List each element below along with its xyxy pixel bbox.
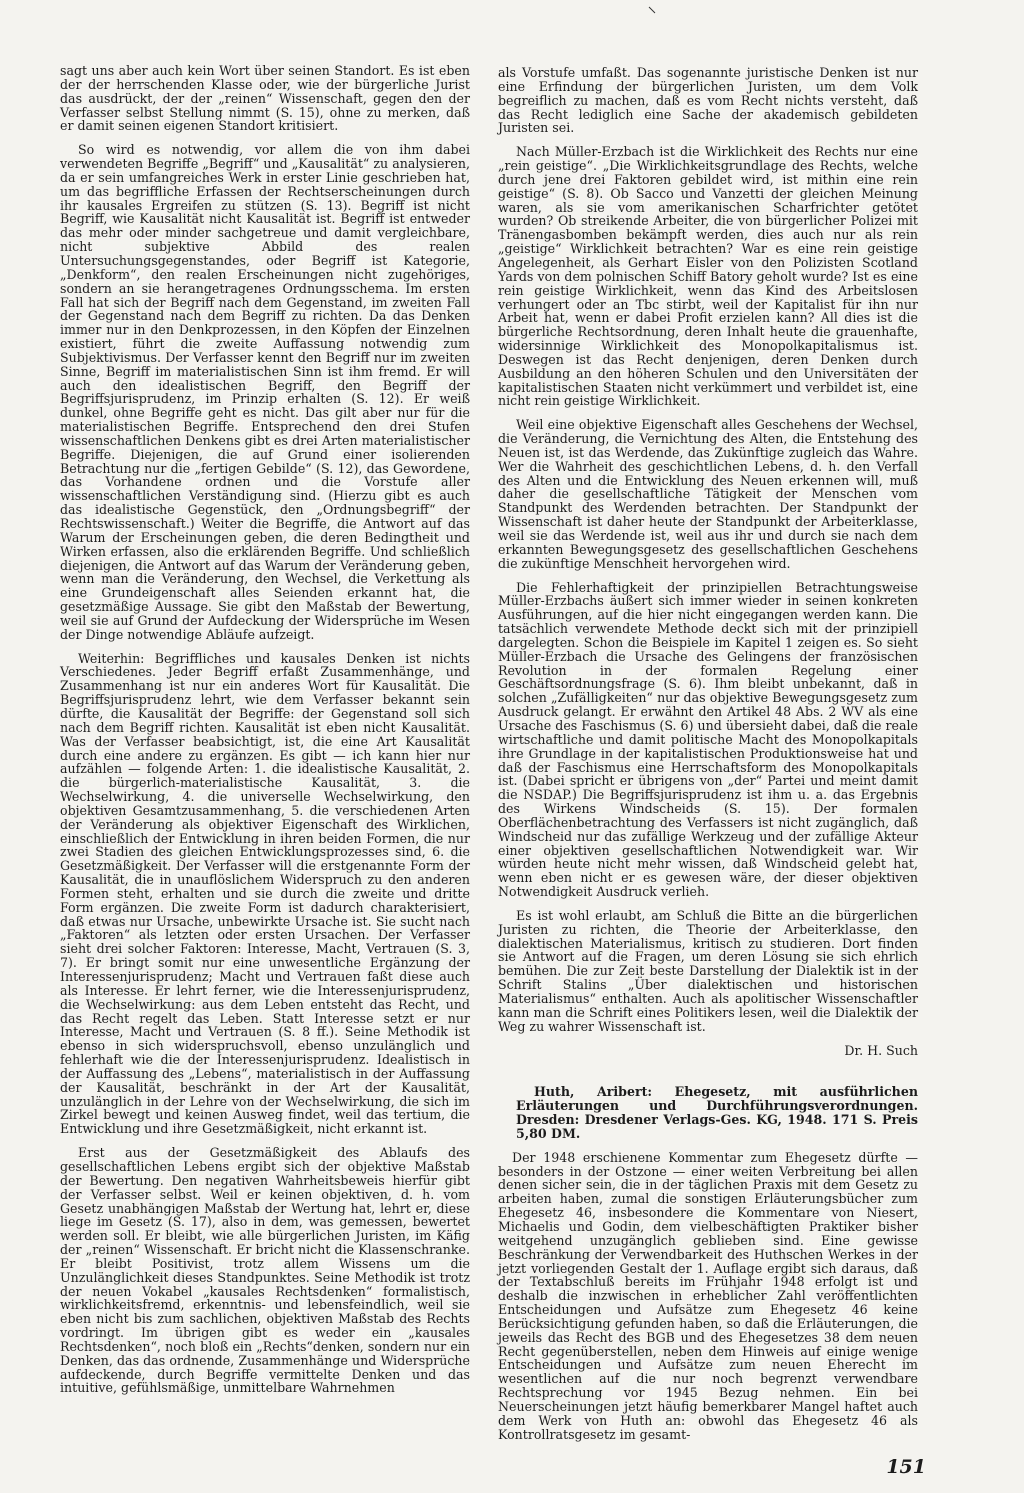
review-citation: Ehegesetz, mit ausführlichen Erläuterungen und Durchführungsverordnungen. Dresden: Dresdener Verlags-Ges. KG, 1948. 171 S. Preis 5,80 DM. xyxy=(516,1084,918,1141)
page-number: 151 xyxy=(886,1456,926,1478)
right-column xyxy=(498,66,918,1441)
review-author: Huth, Aribert: xyxy=(534,1084,653,1100)
left-column xyxy=(60,64,470,1405)
signature: Dr. H. Such xyxy=(844,1042,918,1058)
review-heading xyxy=(498,1085,918,1140)
paragraph: Es ist wohl erlaubt, am Schluß die Bitte an die bürgerlichen Juristen zu richten, die Theorie der Arbeiterklasse, den dialektischen Materialismus, kritisch zu studieren. Dort finden sie Antwort auf die Fragen, um deren Lösung sie sich ehrlich bemühen. Die zur Zeit beste Darstellung der Dialektik ist in der Schrift Stalins „Über dialektischen und historischen Materialismus“ enthalten. Auch als apolitischer Wissenschaftler kann man die Schrift eines Politikers lesen, weil die Dialektik der Weg zu wahrer Wissenschaft ist. xyxy=(498,907,918,1034)
paragraph: Erst aus der Gesetzmäßigkeit des Ablaufs des gesellschaftlichen Lebens ergibt sich der objektive Maßstab der Bewertung. Den negativen Wahrheitsbeweis hierfür gibt der Verfasser selbst. Weil er keinen objektiven, d. h. vom Gesetz unabhängigen Maßstab der Wertung hat, lehrt er, diese liege im Gesetz (S. 17), also in dem, was gemessen, bewertet werden soll. Er bleibt, wie alle bürgerlichen Juristen, im Käfig der „reinen“ Wissenschaft. Er bricht nicht die Klassenschranke. Er bleibt Positivist, trotz allem Wissens um die Unzulänglichkeit dieses Standpunktes. Seine Methodik ist trotz der neuen Vokabel „kausales Rechtsdenken“ formalistisch, wirklichkeitsfremd, erkenntnis- und lebensfeindlich, weil sie eben nicht bis zum sachlichen, objektiven Maßstab des Rechts vordringt. Im übrigen gibt es weder ein „kausales Rechtsdenken“, noch bloß ein „Rechts“denken, sondern nur ein Denken, das das ordnende, Zusammenhänge und Widersprüche aufdeckende, durch Begriffe vermittelte Denken und das intuitive, gefühlsmäßige, unmittelbare Wahrnehmen xyxy=(60,1145,470,1396)
scan-mark xyxy=(648,6,656,14)
review-body xyxy=(498,1151,918,1442)
paragraph: als Vorstufe umfaßt. Das sogenannte juristische Denken ist nur eine Erfindung der bürgerlichen Juristen, um dem Volk begreiflich zu machen, daß es vom Recht nichts versteht, daß das Recht lediglich eine Sache der akademisch gebildeten Juristen sei. xyxy=(498,65,918,136)
paragraph: Die Fehlerhaftigkeit der prinzipiellen Betrachtungsweise Müller-Erzbachs äußert sich immer wieder in seinen konkreten Ausführungen, auf die hier nicht eingegangen werden kann. Die tatsächlich verwendete Methode deckt sich mit der prinzipiell dargelegten. Schon die Beispiele im Kapitel 1 zeigen es. So sieht Müller-Erzbach die Ursache des Gelingens der französischen Revolution in der formalen Regelung einer Geschäftsordnungsfrage (S. 6). Ihm bleibt unbekannt, daß in solchen „Zufälligkeiten“ nur das objektive Bewegungsgesetz zum Ausdruck gelangt. Er erwähnt den Artikel 48 Abs. 2 WV als eine Ursache des Faschismus (S. 6) und übersieht dabei, daß die reale wirtschaftliche und damit politische Macht des Monopolkapitals ihre Grundlage in der kapitalistischen Produktionsweise hat und daß der Faschismus eine Herrschaftsform des Monopolkapitals ist. (Dabei spricht er übrigens von „der“ Partei und meint damit die NSDAP.) Die Begriffsjurisprudenz ist ihm u. a. das Ergebnis des Wirkens Windscheids (S. 15). Der formalen Oberflächenbetrachtung des Verfassers ist nicht zugänglich, daß Windscheid nur das zufällige Werkzeug und der zufällige Akteur einer objektiven gesellschaftlichen Notwendigkeit war. Wir würden heute nicht mehr wissen, daß Windscheid gelebt hat, wenn eben nicht er es gewesen wäre, der dieser objektiven Notwendigkeit Ausdruck verlieh. xyxy=(498,579,918,900)
paragraph: Weil eine objektive Eigenschaft alles Geschehens der Wechsel, die Veränderung, die Vernichtung des Alten, die Entstehung des Neuen ist, ist das Werdende, das Zukünftige zugleich das Wahre. Wer die Wahrheit des geschichtlichen Lebens, d. h. den Verfall des Alten und die Entwicklung des Neuen erkennen will, muß daher die gesellschaftliche Tätigkeit der Menschen vom Standpunkt des Werdenden betrachten. Der Standpunkt der Wissenschaft ist daher heute der Standpunkt der Arbeiterklasse, weil sie das Werdende ist, weil aus ihr und durch sie nach dem erkannten Bewegungsgesetz des gesellschaftlichen Geschehens die zukünftige Menschheit hervorgehen wird. xyxy=(498,417,918,571)
paragraph: Nach Müller-Erzbach ist die Wirklichkeit des Rechts nur eine „rein geistige“. „Die Wirklichkeitsgrundlage des Rechts, welche durch jene drei Faktoren gebildet wird, ist mithin eine rein geistige“ (S. 8). Ob Sacco und Vanzetti der gleichen Meinung waren, als sie vom amerikanischen Scharfrichter getötet wurden? Ob streikende Arbeiter, die von bürgerlicher Polizei mit Tränengasbomben bekämpft werden, dies auch nur als rein „geistige“ Wirklichkeit betrachten? War es eine rein geistige Angelegenheit, als Gerhart Eisler von den Polizisten Scotland Yards von dem polnischen Schiff Batory geholt wurde? Ist es eine rein geistige Wirklichkeit, wenn das Kind des Arbeitslosen verhungert oder an Tbc stirbt, weil der Kapitalist für ihn nur Arbeit hat, wenn er dabei Profit erzielen kann? All dies ist die bürgerliche Rechtsordnung, deren Inhalt heute die grauenhafte, widersinnige Wirklichkeit des Monopolkapitalismus ist. Deswegen ist das Recht denjenigen, deren Denken durch Ausbildung an den höheren Schulen und den Universitäten der kapitalistischen Staaten nicht verkümmert und verbildet ist, eine nicht rein geistige Wirklichkeit. xyxy=(498,144,918,409)
paragraph: sagt uns aber auch kein Wort über seinen Standort. Es ist eben der der herrschenden Klasse oder, wie der bürgerliche Jurist das ausdrückt, der der „reinen“ Wissenschaft, gegen den der Verfasser selbst Stellung nimmt (S. 15), ohne zu merken, daß er damit seinen eigenen Standort kritisiert. xyxy=(60,63,470,134)
paragraph: Der 1948 erschienene Kommentar zum Ehegesetz dürfte — besonders in der Ostzone — einer weiten Verbreitung bei allen denen sicher sein, die in der täglichen Praxis mit dem Gesetz zu arbeiten haben, zumal die sonstigen Erläuterungsbücher zum Ehegesetz 46, insbesondere die Kommentare von Niesert, Michaelis und Godin, dem vielbeschäftigten Praktiker bisher weitgehend unzugänglich geblieben sind. Eine gewisse Beschränkung der Verwendbarkeit des Huthschen Werkes in der jetzt vorliegenden Gestalt der 1. Auflage ergibt sich daraus, daß der Textabschluß bereits im Frühjahr 1948 erfolgt ist und deshalb die inzwischen in erheblicher Zahl veröffentlichten Entscheidungen und Aufsätze zum Ehegesetz 46 keine Berücksichtigung gefunden haben, so daß die Erläuterungen, die jeweils das Recht des BGB und des Ehegesetzes 38 dem neuen Recht gegenüberstellen, neben dem Hinweis auf einige wenige Entscheidungen und Aufsätze zum neuen Eherecht im wesentlichen auf die nur noch begrenzt verwendbare Rechtsprechung vor 1945 Bezug nehmen. Ein bei Neuerscheinungen jetzt häufig bemerkbarer Mangel haftet auch dem Werk von Huth an: obwohl das Ehegesetz 46 als Kontrollratsgesetz im gesamt- xyxy=(498,1149,918,1442)
paragraph: Weiterhin: Begriffliches und kausales Denken ist nichts Verschiedenes. Jeder Begriff erfaßt Zusammenhänge, und Zusammenhang ist nur ein anderes Wort für Kausalität. Die Begriffsjurisprudenz lehrt, wie dem Verfasser bekannt sein dürfte, die Kausalität der Begriffe: der Gegenstand soll sich nach dem Begriff richten. Kausalität ist eben nicht Kausalität. Was der Verfasser beabsichtigt, ist, die eine Art Kausalität durch eine andere zu ergänzen. Es gibt — ich kann hier nur aufzählen — folgende Arten: 1. die idealistische Kausalität, 2. die bürgerlich-materialistische Kausalität, 3. die Wechselwirkung, 4. die universelle Wechselwirkung, den objektiven Gesamtzusammenhang, 5. die verschiedenen Arten der Veränderung als objektiver Eigenschaft des Wirklichen, einschließlich der Entwicklung in ihren beiden Formen, die nur zwei Stadien des gleichen Entwicklungsprozesses sind, 6. die Gesetzmäßigkeit. Der Verfasser will die erstgenannte Form der Kausalität, die in unauflöslichem Widerspruch zu den anderen Formen steht, erhalten und sie durch die zweite und dritte Form ergänzen. Die zweite Form ist dadurch charakterisiert, daß etwas nur Ursache, unbewirkte Ursache ist. Sie sucht nach „Faktoren“ als letzten oder ersten Ursachen. Der Verfasser sieht drei solcher Faktoren: Interesse, Macht, Vertrauen (S. 3, 7). Er bringt somit nur eine unwesentliche Ergänzung der Interessenjurisprudenz; Macht und Vertrauen faßt diese auch als Interesse. Er lehrt ferner, wie die Interessenjurisprudenz, die Wechselwirkung: aus dem Leben entsteht das Recht, und das Recht regelt das Leben. Statt Interesse setzt er nur Interesse, Macht und Vertrauen (S. 8 ff.). Seine Methodik ist ebenso in sich widerspruchsvoll, ebenso unzulänglich und fehlerhaft wie die der Interessenjurisprudenz. Idealistisch in der Auffassung des „Lebens“, materialistisch in der Auffassung der Kausalität, beschränkt in der Art der Kausalität, unzulänglich in der Lehre von der Wechselwirkung, die sich im Zirkel bewegt und keinen Ausweg findet, weil das tertium, die Entwicklung und ihre Gesetzmäßigkeit, nicht erkannt ist. xyxy=(60,650,470,1137)
paragraph: So wird es notwendig, vor allem die von ihm dabei verwendeten Begriffe „Begriff“ und „Kausalität“ zu analysieren, da er sein umfangreiches Werk in erster Linie geschrieben hat, um das begriffliche Erfassen der Rechtserscheinungen durch ihr kausales Ergreifen zu stützen (S. 13). Begriff ist nicht Begriff, wie Kausalität nicht Kausalität ist. Begriff ist entweder das mehr oder minder sachgetreue und damit vergleichbare, nicht subjektive Abbild des realen Untersuchungsgegenstandes, oder Begriff ist Kategorie, „Denkform“, den realen Erscheinungen nicht zugehöriges, sondern an sie herangetragenes Ordnungsschema. Im ersten Fall hat sich der Begriff nach dem Gegenstand, im zweiten Fall der Gegenstand nach dem Begriff zu richten. Da das Denken immer nur in den Denkprozessen, in den Köpfen der Einzelnen existiert, führt die zweite Auffassung notwendig zum Subjektivismus. Der Verfasser kennt den Begriff nur im zweiten Sinne, Begriff im materialistischen Sinn ist ihm fremd. Er will auch den idealistischen Begriff, den Begriff der Begriffsjurisprudenz, im Prinzip erhalten (S. 12). Er weiß dunkel, ohne Begriffe geht es nicht. Das gilt aber nur für die materialistischen Begriffe. Entsprechend den drei Stufen wissenschaftlichen Denkens gibt es drei Arten materialistischer Begriffe. Diejenigen, die auf Grund einer isolierenden Betrachtung nur die „fertigen Gebilde“ (S. 12), das Gewordene, das Vorhandene ordnen und die Vorstufe aller wissenschaftlichen Verständigung sind. (Hierzu gibt es auch das idealistische Gegenstück, den „Ordnungsbegriff“ der Rechtswissenschaft.) Weiter die Begriffe, die Antwort auf das Warum der Erscheinungen geben, die deren Bedingtheit und Wirken erfassen, also die erklärenden Begriffe. Und schließlich diejenigen, die Antwort auf das Warum der Veränderung geben, wenn man die Veränderung, den Wechsel, die Verkettung als eine Grundeigenschaft alles Seienden erkannt hat, die gesetzmäßige Aussage. Sie gibt den Maßstab der Bewertung, weil sie auf Grund der Aufdeckung der Widersprüche im Wesen der Dinge notwendige Abläufe aufzeigt. xyxy=(60,142,470,642)
